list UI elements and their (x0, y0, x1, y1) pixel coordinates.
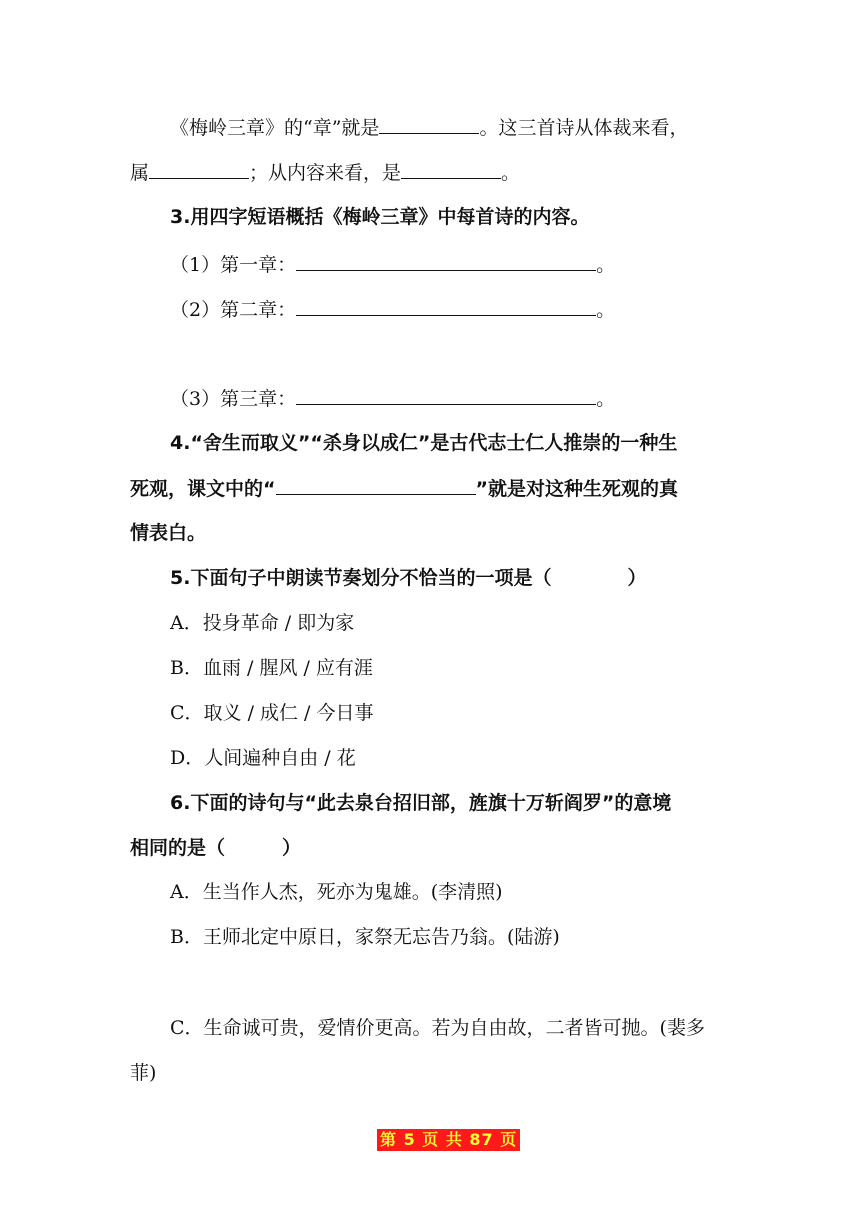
question-4-line-2 (130, 476, 810, 501)
item-end: 。 (596, 388, 616, 410)
item-end: 。 (596, 299, 616, 321)
answer-blank[interactable] (276, 476, 476, 495)
answer-blank[interactable] (149, 160, 249, 179)
question-6-title-line-2: 相同的是（ ） (130, 837, 302, 859)
answer-blank[interactable] (296, 252, 596, 271)
q6-option-b: B．王师北定中原日，家祭无忘告乃翁。(陆游) (170, 926, 560, 948)
q3-item-2 (170, 297, 810, 322)
q2-paragraph-line-2 (130, 160, 810, 185)
q6-option-c: C．生命诚可贵，爱情价更高。若为自由故，二者皆可抛。(裴多 (170, 1017, 705, 1039)
item-end: 。 (596, 254, 616, 276)
question-4-line-1: 4.“舍生而取义”“杀身以成仁”是古代志士仁人推崇的一种生 (170, 432, 678, 454)
answer-blank[interactable] (379, 115, 479, 134)
q5-option-a: A．投身革命 / 即为家 (170, 612, 355, 634)
page-number-badge: 第 5 页 共 87 页 (377, 1129, 520, 1151)
question-4-line-3: 情表白。 (130, 522, 207, 544)
question-5-title: 5.下面句子中朗读节奏划分不恰当的一项是（ ） (170, 567, 647, 589)
q3-item-1 (170, 252, 810, 277)
q6-option-c-continued: 菲) (130, 1062, 157, 1084)
q5-option-d: D．人间遍种自由 / 花 (170, 747, 356, 769)
item-label: （1）第一章： (170, 254, 297, 276)
q2-text-segment: ；从内容来看，是 (249, 162, 402, 184)
answer-blank[interactable] (296, 386, 596, 405)
q2-text-segment: 。 (501, 162, 521, 184)
q2-text-segment: 《梅岭三章》的“章”就是 (170, 117, 380, 139)
item-label: （3）第三章： (170, 388, 297, 410)
question-3-title: 3.用四字短语概括《梅岭三章》中每首诗的内容。 (170, 206, 590, 228)
q6-option-a: A．生当作人杰，死亦为鬼雄。(李清照) (170, 881, 503, 903)
q5-option-b: B．血雨 / 腥风 / 应有涯 (170, 657, 373, 679)
q2-text-segment: 属 (130, 162, 150, 184)
question-6-title-line-1: 6.下面的诗句与“此去泉台招旧部，旌旗十万斩阎罗”的意境 (170, 792, 672, 814)
q2-text-segment: 。这三首诗从体裁来看， (479, 117, 689, 139)
q5-option-c: C．取义 / 成仁 / 今日事 (170, 702, 374, 724)
q2-paragraph-line-1 (170, 115, 810, 140)
q4-text-segment: 死观，课文中的“ (130, 478, 276, 500)
q3-item-3 (170, 386, 810, 411)
answer-blank[interactable] (401, 160, 501, 179)
item-label: （2）第二章： (170, 299, 297, 321)
q4-text-segment: ”就是对这种生死观的真 (475, 478, 678, 500)
answer-blank[interactable] (296, 297, 596, 316)
